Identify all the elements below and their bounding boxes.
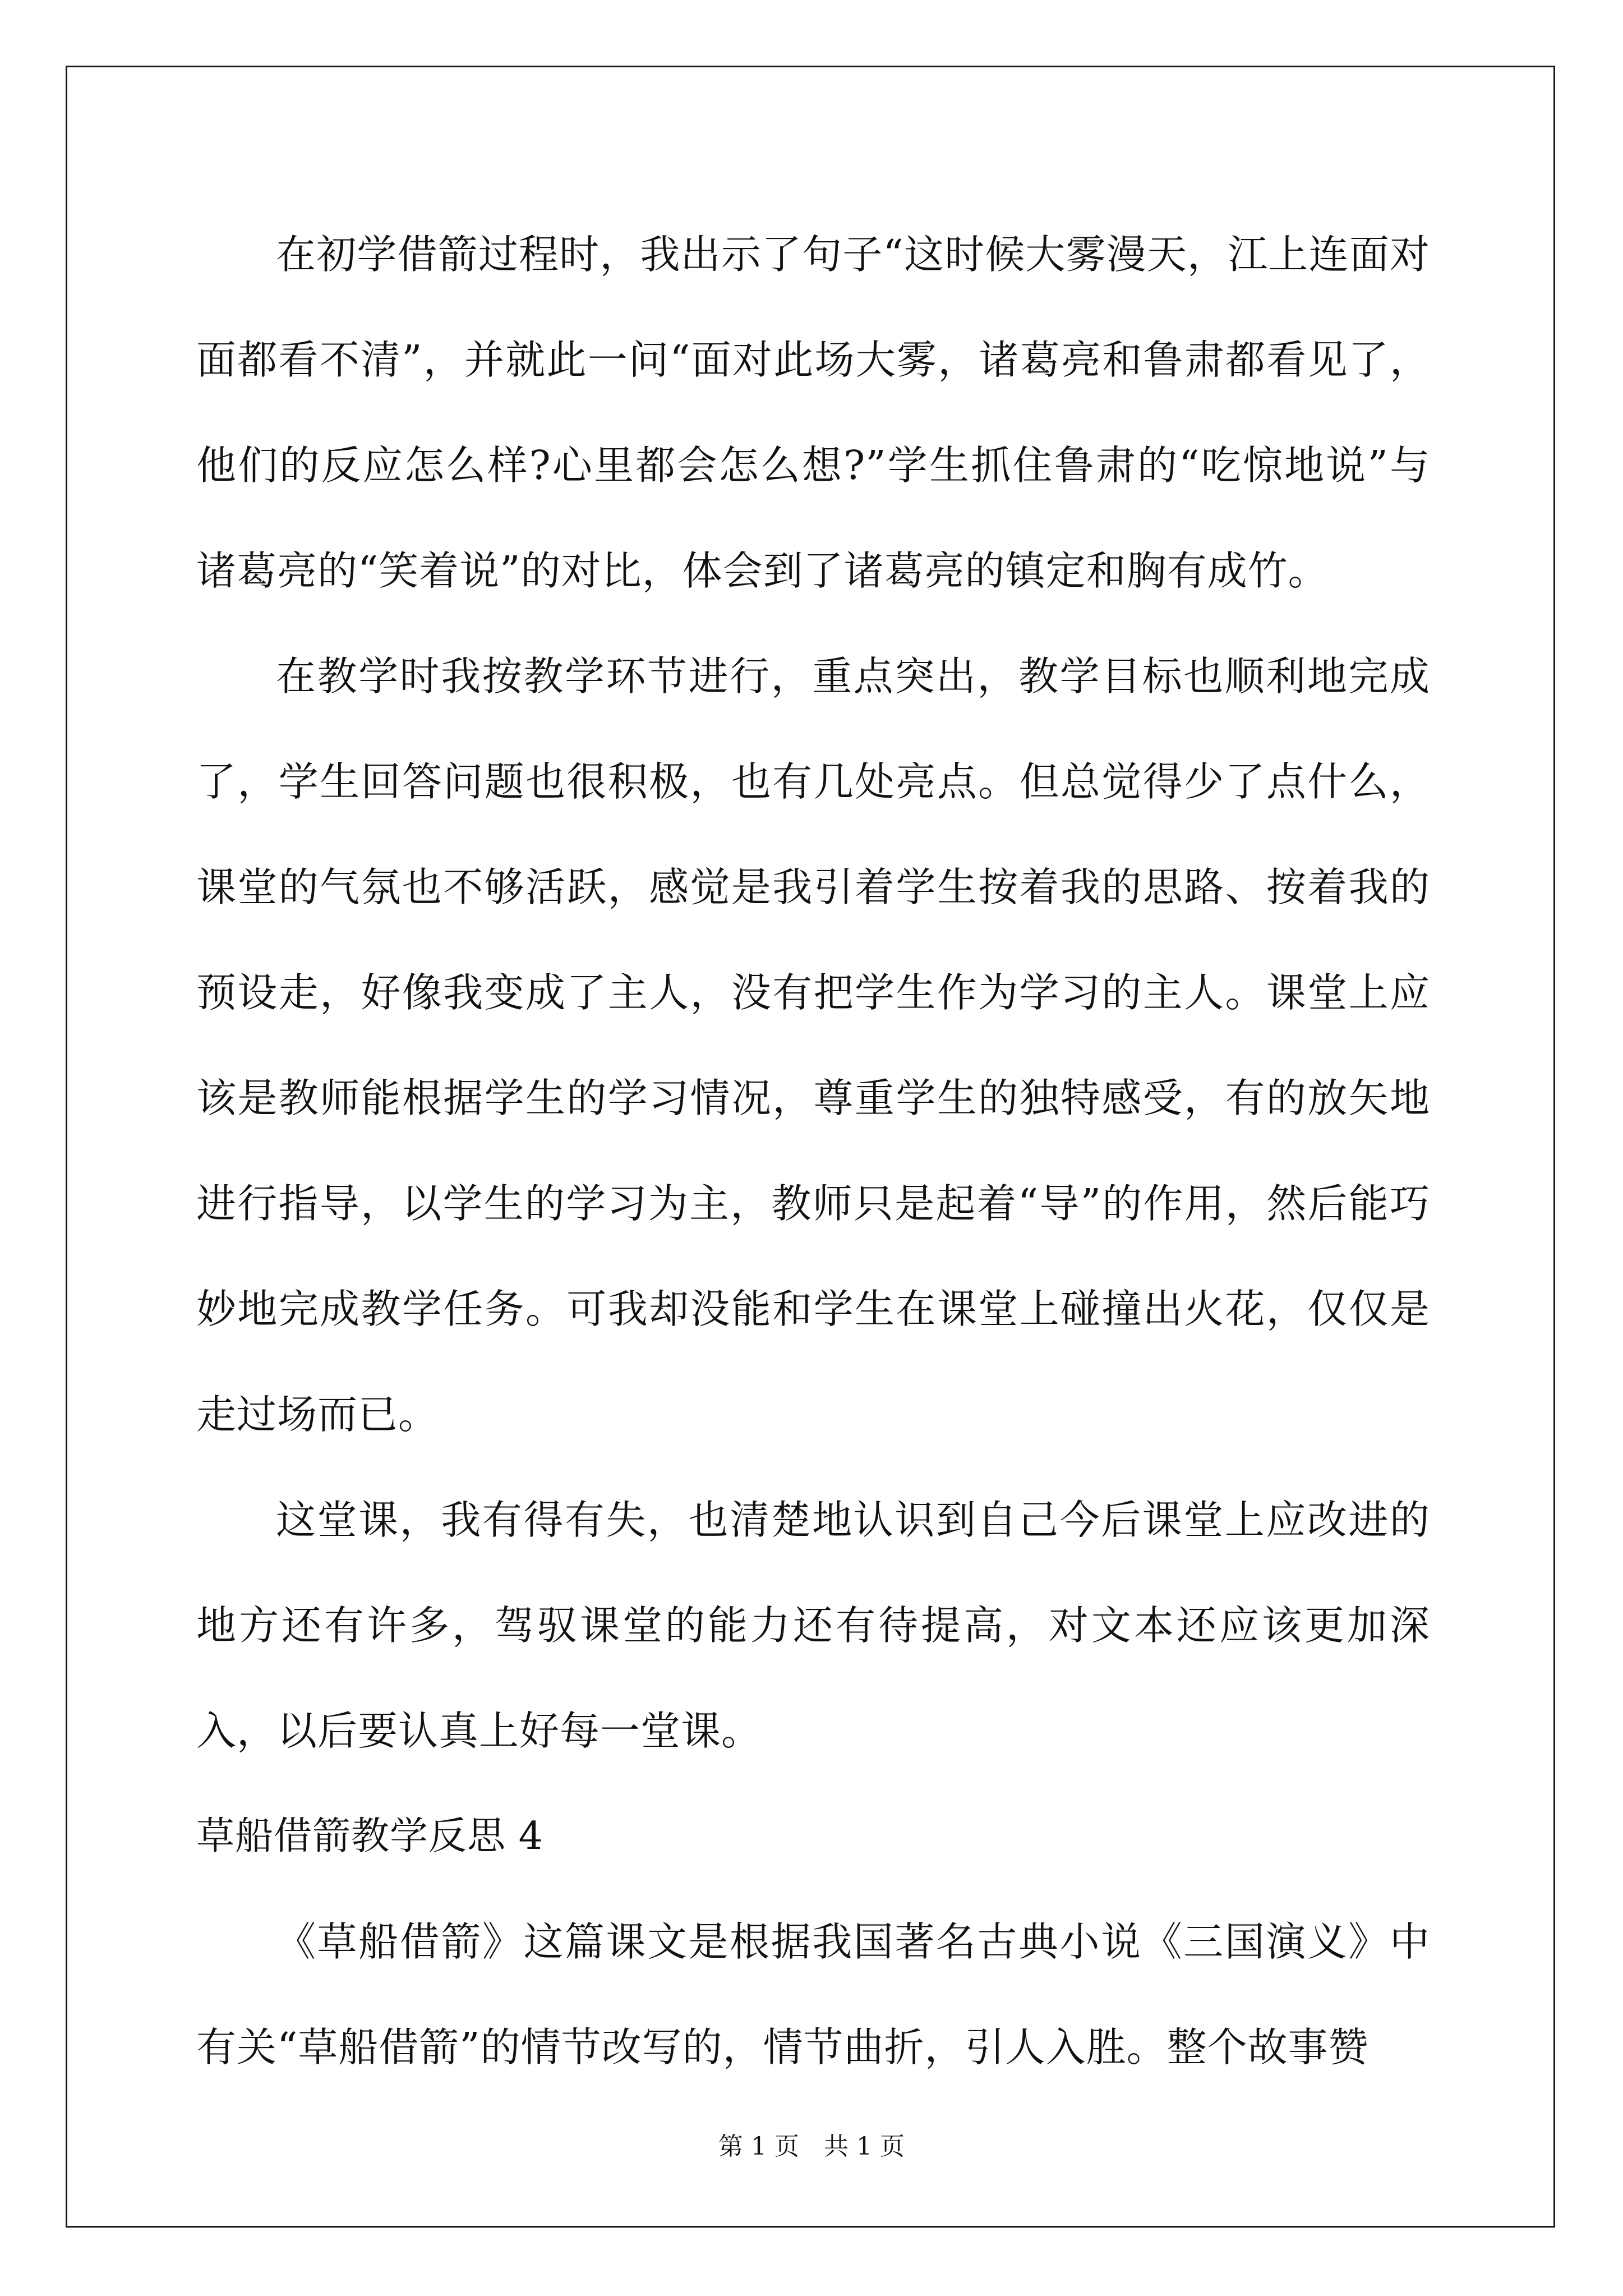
paragraph-3: 这堂课，我有得有失，也清楚地认识到自己今后课堂上应改进的地方还有许多，驾驭课堂的能力还有待提高，对文本还应该更加深入，以后要认真上好每一堂课。 <box>196 1497 1430 1754</box>
page-number-footer: 第 1 页 共 1 页 <box>718 2132 905 2161</box>
paragraph-4: 《草船借箭》这篇课文是根据我国著名古典小说《三国演义》中有关“草船借箭”的情节改写的，情节曲折，引人入胜。整个故事赞 <box>196 1918 1430 2070</box>
document-body <box>196 202 1430 2100</box>
paragraph-2: 在教学时我按教学环节进行，重点突出，教学目标也顺利地完成了，学生回答问题也很积极，也有几处亮点。但总觉得少了点什么，课堂的气氛也不够活跃，感觉是我引着学生按着我的思路、按着我的预设走，好像我变成了主人，没有把学生作为学习的主人。课堂上应该是教师能根据学生的学习情况，尊重学生的独特感受，有的放矢地进行指导，以学生的学习为主，教师只是起着“导”的作用，然后能巧妙地完成教学任务。可我却没能和学生在课堂上碰撞出火花，仅仅是走过场而已。 <box>196 653 1430 1438</box>
paragraph-1: 在初学借箭过程时，我出示了句子“这时候大雾漫天，江上连面对面都看不清”，并就此一问“面对此场大雾，诸葛亮和鲁肃都看见了，他们的反应怎么样?心里都会怎么想?”学生抓住鲁肃的“吃惊地说”与诸葛亮的“笑着说”的对比，体会到了诸葛亮的镇定和胸有成竹。 <box>196 231 1430 594</box>
section-heading: 草船借箭教学反思 4 <box>196 1814 543 1858</box>
